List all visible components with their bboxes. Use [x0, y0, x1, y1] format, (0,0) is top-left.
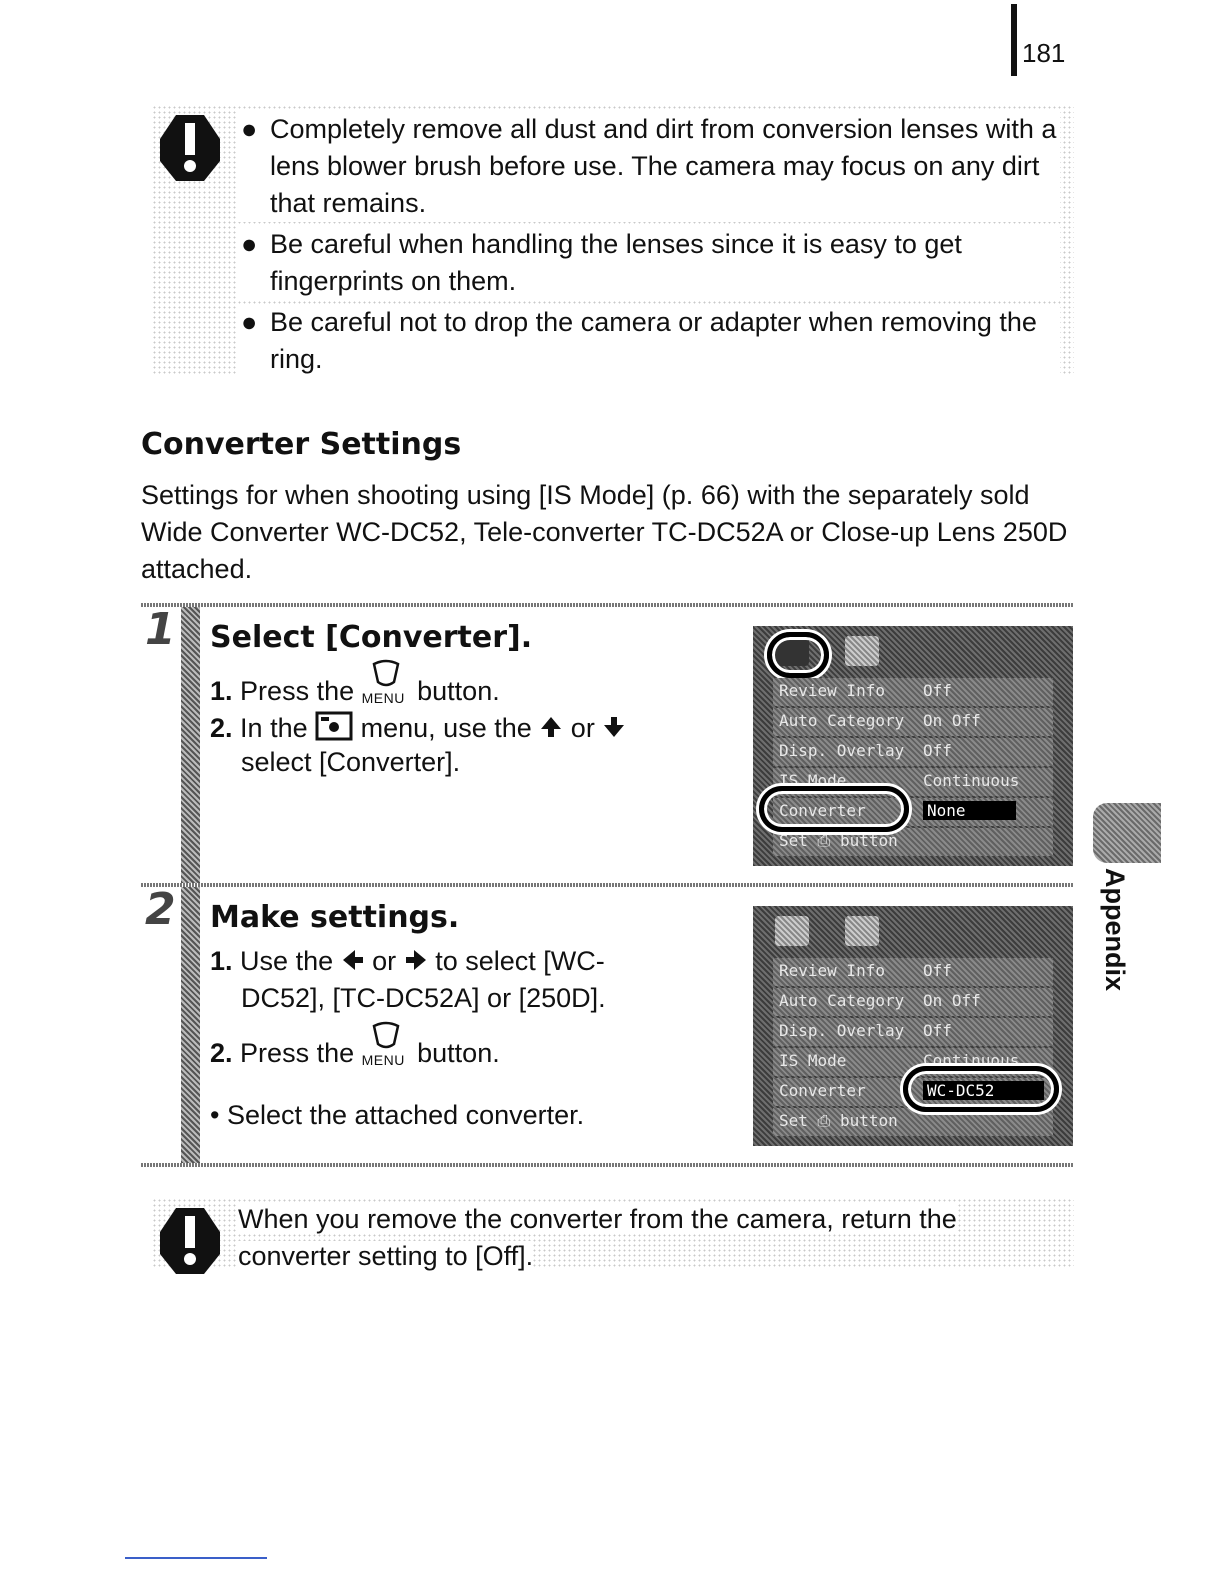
caution-box [152, 105, 1074, 375]
instruction-line: 1. Press the MENU button. [210, 666, 500, 707]
page-number-bar [1011, 4, 1017, 76]
section-title: Converter Settings [141, 427, 462, 462]
highlight-ring [903, 1066, 1059, 1112]
settings-tab-icon [845, 636, 879, 666]
page-number: 181 [1022, 38, 1066, 68]
camera-screen: Review Info Off Auto Category On Off Disp. Overlay Off IS Mode Continuous Converter WC-DC52 Set ⎙ button [753, 906, 1073, 1146]
warning-icon [156, 111, 224, 183]
warning-icon [156, 1204, 224, 1276]
camera-menu-icon [315, 711, 353, 741]
caution-box [152, 1198, 1074, 1271]
instruction-line: select [Converter]. [241, 747, 461, 777]
caution-bullet: ● Be careful not to drop the camera or adapter when removing the ring. [236, 304, 1060, 378]
step-bar [181, 607, 200, 883]
divider [141, 883, 1074, 887]
instruction-line: DC52], [TC-DC52A] or [250D]. [241, 983, 606, 1013]
menu-button-icon: MENU [362, 666, 410, 706]
right-arrow-icon [404, 948, 428, 972]
caution-text: When you remove the converter from the camera, return the converter setting to [Off]. [238, 1204, 957, 1271]
step-title: Select [Converter]. [210, 620, 533, 655]
highlight-ring [759, 786, 909, 832]
instruction-note: • Select the attached converter. [210, 1100, 585, 1130]
instruction-line: 1. Use the or to select [WC- [210, 946, 605, 976]
step-title: Make settings. [210, 900, 460, 935]
section-tab [1093, 803, 1161, 863]
up-arrow-icon [539, 715, 563, 739]
settings-tab-icon [845, 916, 879, 946]
step-number: 2 [145, 884, 176, 935]
menu-button-icon: MENU [362, 1028, 410, 1068]
footnote-line [125, 1557, 267, 1559]
instruction-line: 2. Press the MENU button. [210, 1028, 500, 1069]
highlight-ring [767, 632, 829, 678]
camera-tab-icon [775, 916, 809, 946]
down-arrow-icon [602, 715, 626, 739]
divider [141, 603, 1074, 607]
section-tab-label: Appendix [1100, 868, 1130, 992]
caution-bullet: ● Completely remove all dust and dirt from conversion lenses with a lens blower brush before use. The camera may focus on any dirt that remains. [236, 111, 1060, 222]
left-arrow-icon [341, 948, 365, 972]
instruction-line: 2. In the menu, use the or [210, 711, 626, 744]
camera-screen: Review Info Off Auto Category On Off Disp. Overlay Off IS Mode Continuous Converter None Set ⎙ button [753, 626, 1073, 866]
caution-bullet: ● Be careful when handling the lenses since it is easy to get fingerprints on them. [236, 226, 1060, 300]
step-bar [181, 887, 200, 1163]
divider [141, 1163, 1074, 1167]
section-description: Settings for when shooting using [IS Mode] (p. 66) with the separately sold Wide Converter WC-DC52, Tele-converter TC-DC52A or Close-up Lens 250D attached. [141, 480, 1068, 584]
step-number: 1 [145, 604, 176, 655]
